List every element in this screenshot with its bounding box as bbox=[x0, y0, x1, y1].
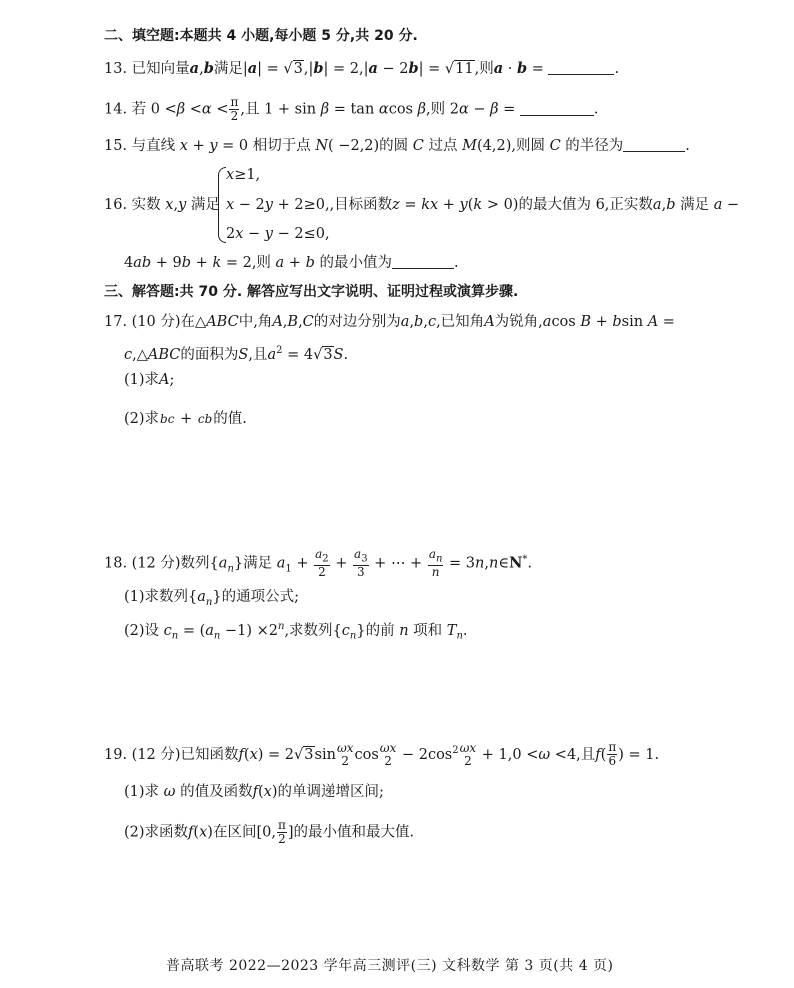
question-17-line-2: c,△ABC的面积为S,且$a^2 = 4√3S$. bbox=[124, 345, 349, 363]
question-15: 15. 与直线 x + y = 0 相切于点 N( −2,2)的圆 C 过点 M(4,2),则圆 C 的半径为 . bbox=[104, 138, 690, 154]
constraint-1: x≥1, bbox=[226, 167, 261, 183]
fraction-pi-over-6: $\frac{\pi}{6}$ bbox=[608, 740, 617, 769]
system-brace bbox=[218, 167, 226, 243]
question-18: 18. (12 分)数列$\{a_n\}$满足 $a_1$ + $\frac{a_2}{2}$ + $\frac{a_3}{3}$ + ⋯ + $\frac{a_n}{n}$ = 3n,n∈N*. bbox=[104, 547, 532, 580]
section-2-header: 二、填空题:本题共 4 小题,每小题 5 分,共 20 分. bbox=[104, 28, 418, 44]
question-14: 14. 若 0 <β <α < $\frac{\pi}{2}$ ,且 1 + sin β = tan αcos β,则 2α − β = . bbox=[104, 95, 599, 123]
answer-blank bbox=[392, 254, 454, 269]
question-18-part-2: (2)设 $c_n = (a_n -1) \times 2^n$,求数列$\{c_n\}$的前 n 项和 $T_n$. bbox=[124, 621, 468, 642]
constraint-3: 2x − y − 2≤0, bbox=[226, 226, 330, 242]
page-footer: 普高联考 2022—2023 学年高三测评(三) 文科数学 第 3 页(共 4 页) bbox=[166, 958, 614, 974]
fraction-a2-over-2: $\frac{a_2}{2}$ bbox=[315, 547, 329, 580]
answer-blank bbox=[520, 101, 594, 116]
question-18-part-1: (1)求数列$\{a_n\}$的通项公式; bbox=[124, 589, 299, 608]
fraction-wx-over-2: ωx 2 bbox=[379, 740, 397, 768]
question-16-line-1: 16. 实数 x,y 满足 bbox=[104, 197, 220, 213]
fraction-wx-over-2: ωx 2 bbox=[459, 740, 477, 768]
fraction-pi-over-2: $\frac{\pi}{2}$ bbox=[277, 818, 286, 846]
fraction-a3-over-3: $\frac{a_3}{3}$ bbox=[354, 547, 368, 580]
question-13: 13. 已知向量a,b满足|a| = √3,|b| = 2,|a − 2b| = √11,则a · b = . bbox=[104, 60, 620, 77]
fraction-an-over-n: $\frac{a_n}{n}$ bbox=[428, 547, 443, 580]
answer-blank bbox=[548, 60, 614, 75]
fraction-c-over-b: cb bbox=[197, 411, 213, 426]
question-19-part-2: (2)求函数f(x)在区间[0, $\frac{\pi}{2}$ ]的最小值和最大值. bbox=[124, 818, 415, 846]
question-17-part-1: (1)求A; bbox=[124, 372, 175, 388]
question-19-part-1: (1)求 ω 的值及函数f(x)的单调递增区间; bbox=[124, 784, 384, 800]
fraction-wx-over-2: ωx 2 bbox=[336, 740, 354, 768]
constraint-2: x − 2y + 2≥0,,目标函数z = kx + y(k > 0)的最大值为 6,正实数a,b 满足 a − bbox=[226, 197, 740, 213]
fraction-b-over-c: bc bbox=[160, 411, 175, 426]
question-17-part-2: (2)求bc + cb的值. bbox=[124, 411, 247, 427]
section-3-header: 三、解答题:共 70 分. 解答应写出文字说明、证明过程或演算步骤. bbox=[104, 284, 519, 300]
question-16-line-2: 4ab + 9b + k = 2,则 a + b 的最小值为 . bbox=[124, 255, 459, 271]
fraction-pi-over-2: $\frac{\pi}{2}$ bbox=[230, 95, 239, 123]
answer-blank bbox=[623, 137, 685, 152]
question-19: 19. (12 分)已知函数f(x) = 2√3sinωx 2 cosωx 2 − $2\cos^2\omega x$ 2 + 1,0 <ω <4,且f( $\frac{\pi}{6}$ ) = 1. bbox=[104, 740, 660, 769]
question-17-line-1: 17. (10 分)在△ABC中,角A,B,C的对边分别为a,b,c,已知角A为锐角,acos B + bsin A = bbox=[104, 314, 675, 330]
